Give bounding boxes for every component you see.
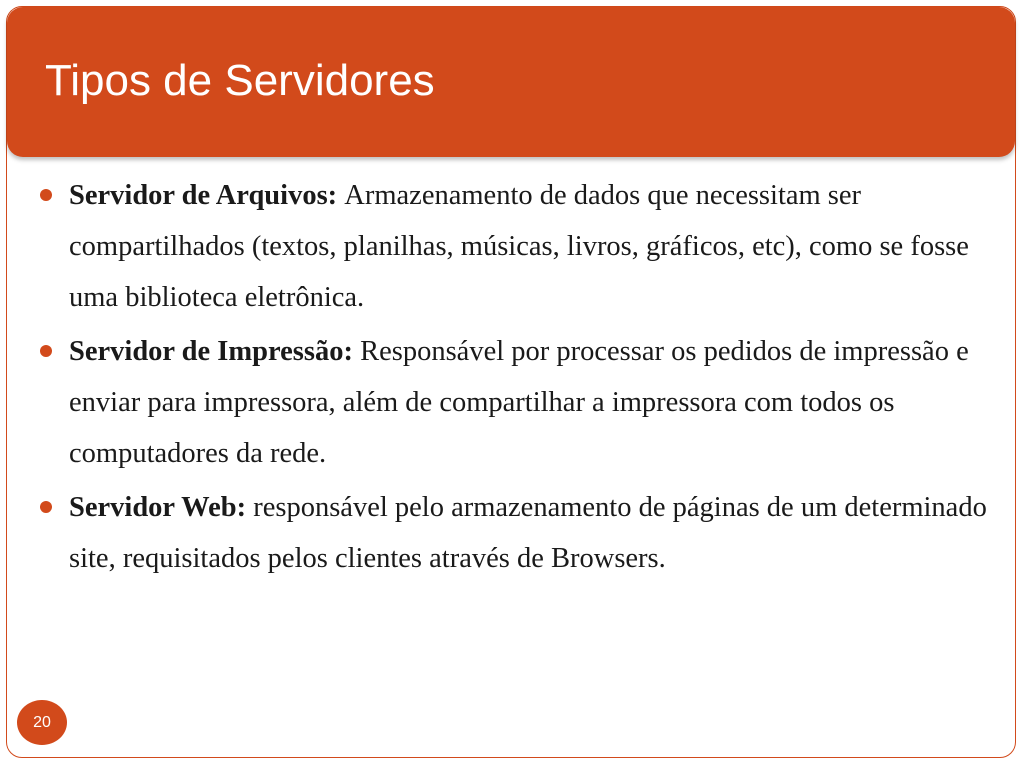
bullet-text: Armazenamento de dados que necessitam ser compartilhados (textos, planilhas, músicas, livros, gráficos, etc), como se fosse uma biblioteca eletrônica. — [69, 180, 969, 313]
bullet-list — [38, 170, 998, 587]
bullet-term: Servidor Web: — [69, 492, 254, 523]
list-item — [38, 326, 998, 479]
bullet-term: Servidor de Impressão: — [69, 336, 361, 367]
bullet-icon — [40, 345, 52, 357]
slide-title: Tipos de Servidores — [45, 56, 435, 105]
bullet-text: responsável pelo armazenamento de páginas de um determinado site, requisitados pelos clientes através de Browsers. — [69, 492, 987, 574]
bullet-term: Servidor de Arquivos: — [69, 180, 345, 211]
title-bar — [7, 7, 1015, 157]
list-item — [38, 170, 998, 323]
bullet-text: Responsável por processar os pedidos de impressão e enviar para impressora, além de compartilhar a impressora com todos os computadores da rede. — [69, 336, 969, 469]
bullet-icon — [40, 501, 52, 513]
page-number-badge: 20 — [17, 700, 67, 745]
list-item — [38, 482, 998, 584]
bullet-icon — [40, 189, 52, 201]
